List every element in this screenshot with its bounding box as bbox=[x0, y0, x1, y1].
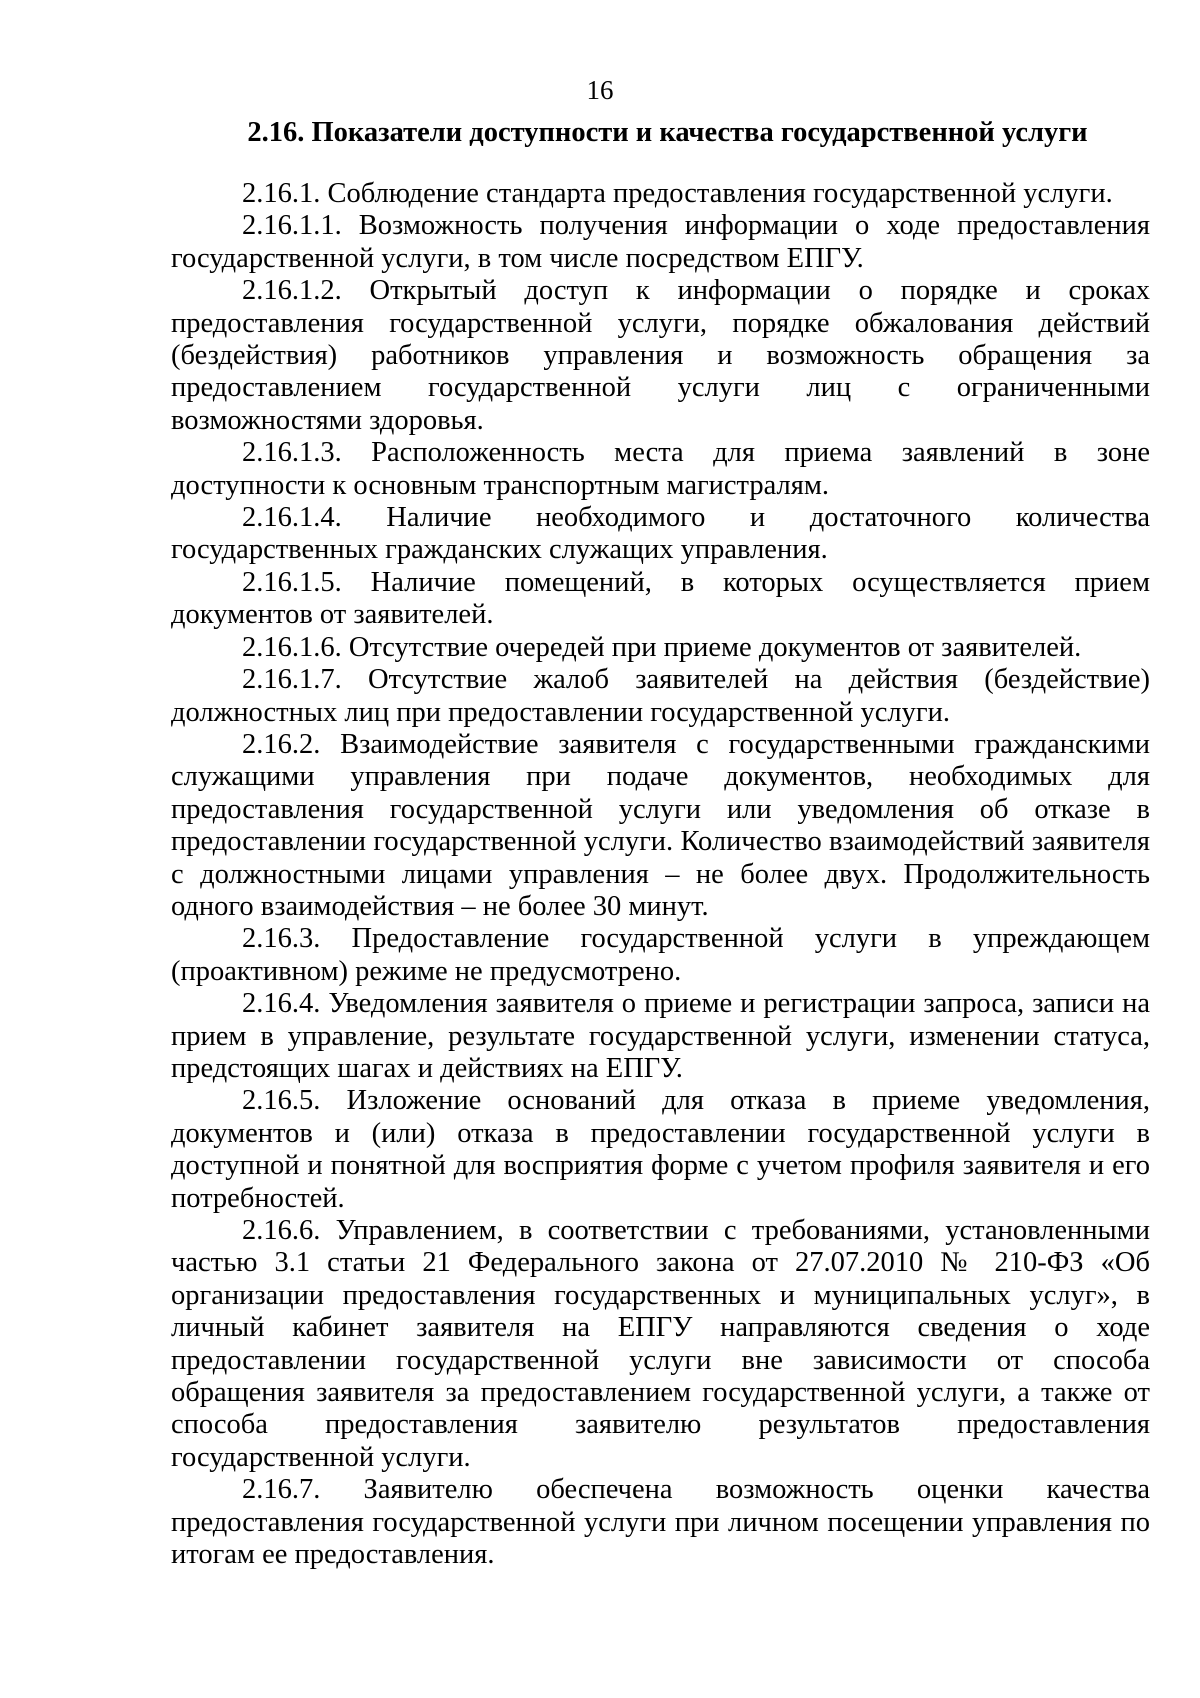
paragraph-2-16-1-2: 2.16.1.2. Открытый доступ к информации о порядке и сроках предоставления государственной услуги, порядке обжалования действий (бездействия) работников управления и возможность обращения за предоставлением государственной услуги лиц с ограниченными возможностями здоровья. bbox=[171, 275, 1150, 436]
paragraph-2-16-1-1: 2.16.1.1. Возможность получения информации о ходе предоставления государственной услуги, в том числе посредством ЕПГУ. bbox=[171, 210, 1150, 274]
paragraph-2-16-1-3: 2.16.1.3. Расположенность места для приема заявлений в зоне доступности к основным транспортным магистралям. bbox=[171, 437, 1150, 501]
paragraph-2-16-1-5: 2.16.1.5. Наличие помещений, в которых осуществляется прием документов от заявителей. bbox=[171, 566, 1150, 631]
paragraph-2-16-6: 2.16.6. Управлением, в соответствии с требованиями, установленными частью 3.1 статьи 21 Федерального закона от 27.07.2010 № 210-ФЗ «Об организации предоставления государственных и муниципальных услуг», в личный кабинет заявителя на ЕПГУ направляются сведения о ходе предоставлении государственной услуги вне зависимости от способа обращения заявителя за предоставлением государственной услуги, а также от способа предоставления заявителю результатов предоставления государственной услуги. bbox=[171, 1215, 1150, 1473]
paragraph-2-16-1-4: 2.16.1.4. Наличие необходимого и достаточного количества государственных гражданских служащих управления. bbox=[171, 502, 1150, 566]
paragraph-2-16-4: 2.16.4. Уведомления заявителя о приеме и регистрации запроса, записи на прием в управление, результате государственной услуги, изменении статуса, предстоящих шагах и действиях на ЕПГУ. bbox=[171, 988, 1150, 1084]
paragraph-2-16-1-6: 2.16.1.6. Отсутствие очередей при приеме документов от заявителей. bbox=[242, 631, 1082, 663]
paragraph-2-16-1-7: 2.16.1.7. Отсутствие жалоб заявителей на действия (бездействие) должностных лиц при предоставлении государственной услуги. bbox=[171, 664, 1150, 728]
paragraph-2-16-2: 2.16.2. Взаимодействие заявителя с государственными гражданскими служащими управления при подаче документов, необходимых для предоставления государственной услуги или уведомления об отказе в предоставлении государственной услуги. Количество взаимодействий заявителя с должностными лицами управления – не более двух. Продолжительность одного взаимодействия – не более 30 минут. bbox=[171, 728, 1150, 922]
section-heading: 2.16. Показатели доступности и качества государственной услуги bbox=[247, 117, 1088, 148]
document-body bbox=[171, 178, 1150, 1571]
paragraph-2-16-5: 2.16.5. Изложение оснований для отказа в приеме уведомления, документов и (или) отказа в предоставлении государственной услуги в доступной и понятной для восприятия форме с учетом профиля заявителя и его потребностей. bbox=[171, 1085, 1150, 1214]
page-number: 16 bbox=[586, 75, 614, 105]
paragraph-2-16-3: 2.16.3. Предоставление государственной услуги в упреждающем (проактивном) режиме не предусмотрено. bbox=[171, 923, 1150, 987]
paragraph-2-16-1: 2.16.1. Соблюдение стандарта предоставления государственной услуги. bbox=[242, 178, 1113, 209]
paragraph-2-16-7: 2.16.7. Заявителю обеспечена возможность оценки качества предоставления государственной услуги при личном посещении управления по итогам ее предоставления. bbox=[171, 1474, 1150, 1571]
